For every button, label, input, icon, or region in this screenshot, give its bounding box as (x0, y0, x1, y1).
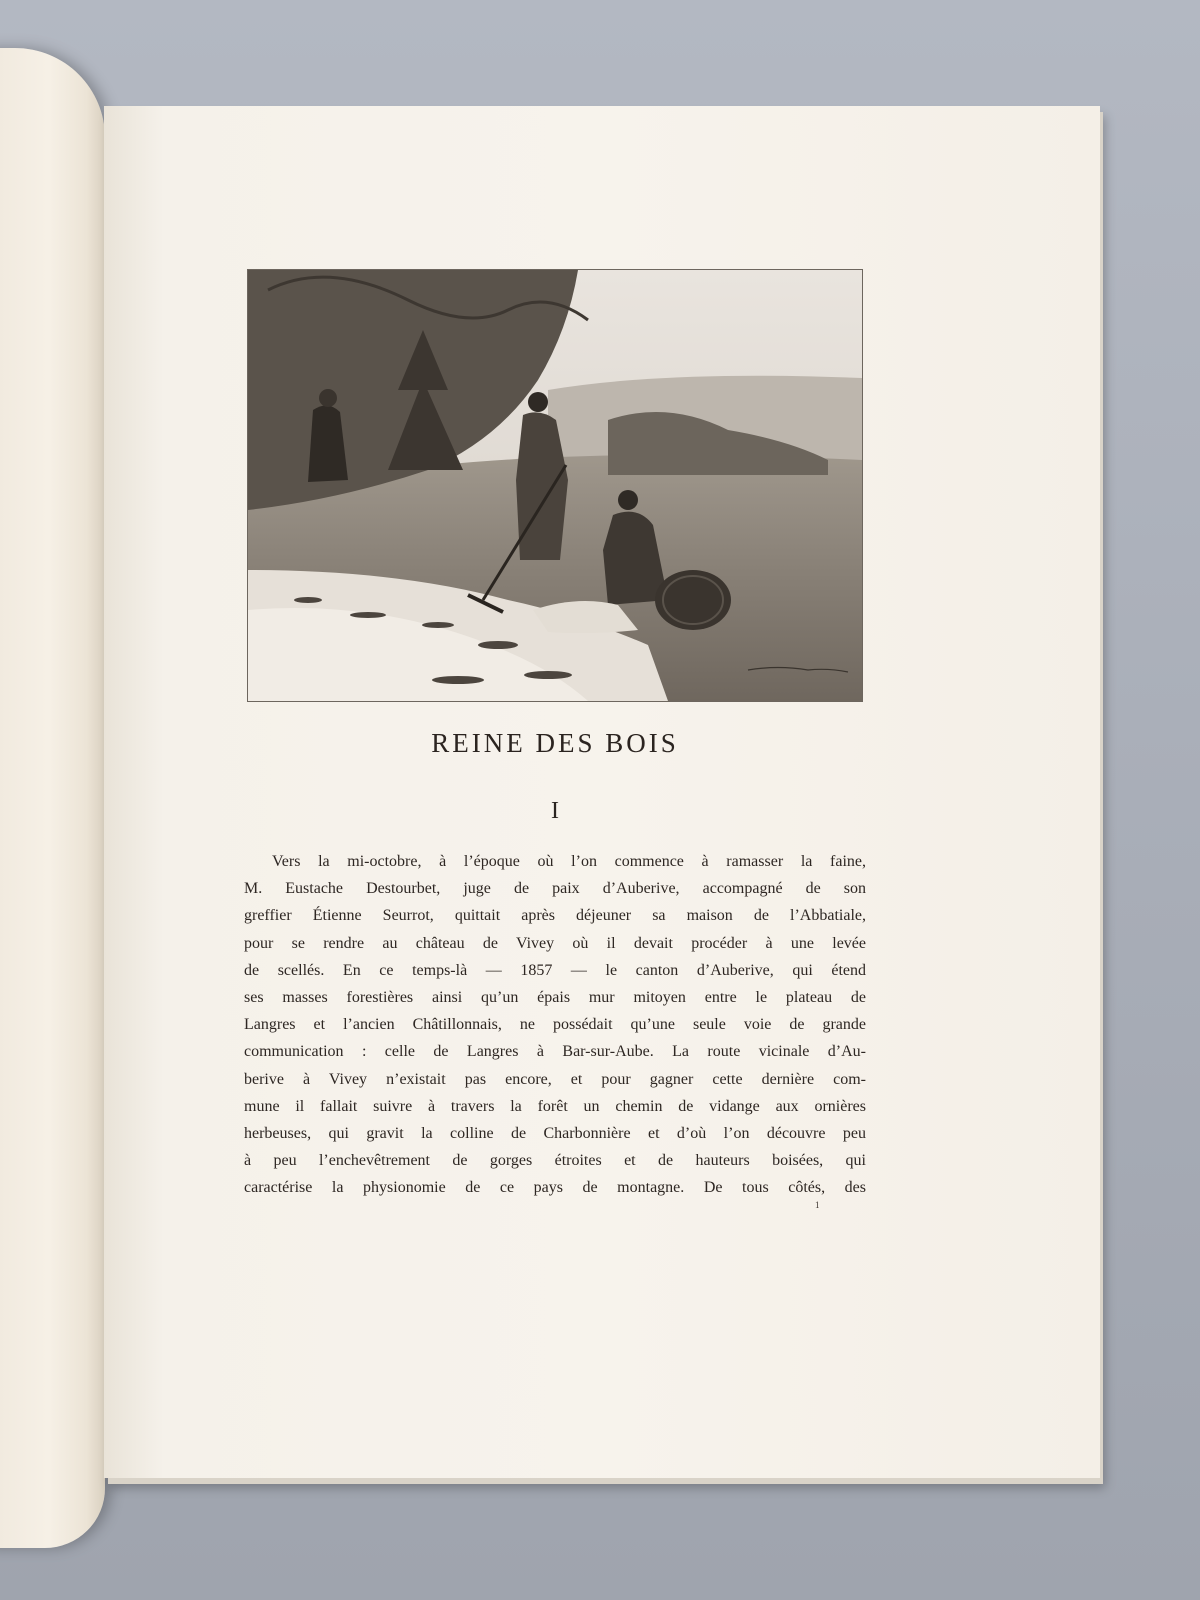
page-title: REINE DES BOIS (431, 728, 679, 758)
text-line: M. Eustache Destourbet, juge de paix d’Auberive, accompagné de son (244, 880, 866, 898)
forest-scene-image (248, 270, 862, 701)
text-line: pour se rendre au château de Vivey où il devait procéder à une levée (244, 934, 866, 952)
text-line: berive à Vivey n’existait pas encore, et pour gagner cette dernière com- (244, 1070, 866, 1088)
text-line: Langres et l’ancien Châtillonnais, ne possédait qu’une seule voie de grande (244, 1016, 866, 1034)
chapter-number: I (551, 798, 559, 824)
engraving-illustration (248, 270, 862, 701)
text-line: ses masses forestières ainsi qu’un épais mur mitoyen entre le plateau de (244, 988, 866, 1006)
left-page-curl (0, 48, 105, 1548)
text-line: Vers la mi-octobre, à l’époque où l’on commence à ramasser la faine, (272, 853, 866, 870)
text-line: caractérise la physionomie de ce pays de montagne. De tous côtés, des (244, 1179, 866, 1197)
text-line: communication : celle de Langres à Bar-sur-Aube. La route vicinale d’Au- (244, 1043, 866, 1061)
text-line: à peu l’enchevêtrement de gorges étroites et de hauteurs boisées, qui (244, 1152, 866, 1170)
page-number: 1 (815, 1200, 820, 1210)
body-text (244, 848, 866, 1201)
text-line: herbeuses, qui gravit la colline de Charbonnière et d’où l’on découvre peu (244, 1124, 866, 1142)
text-line: de scellés. En ce temps-là — 1857 — le canton d’Auberive, qui étend (244, 961, 866, 979)
text-line: mune il fallait suivre à travers la forêt un chemin de vidange aux ornières (244, 1097, 866, 1115)
text-line: greffier Étienne Seurrot, quittait après déjeuner sa maison de l’Abbatiale, (244, 907, 866, 925)
